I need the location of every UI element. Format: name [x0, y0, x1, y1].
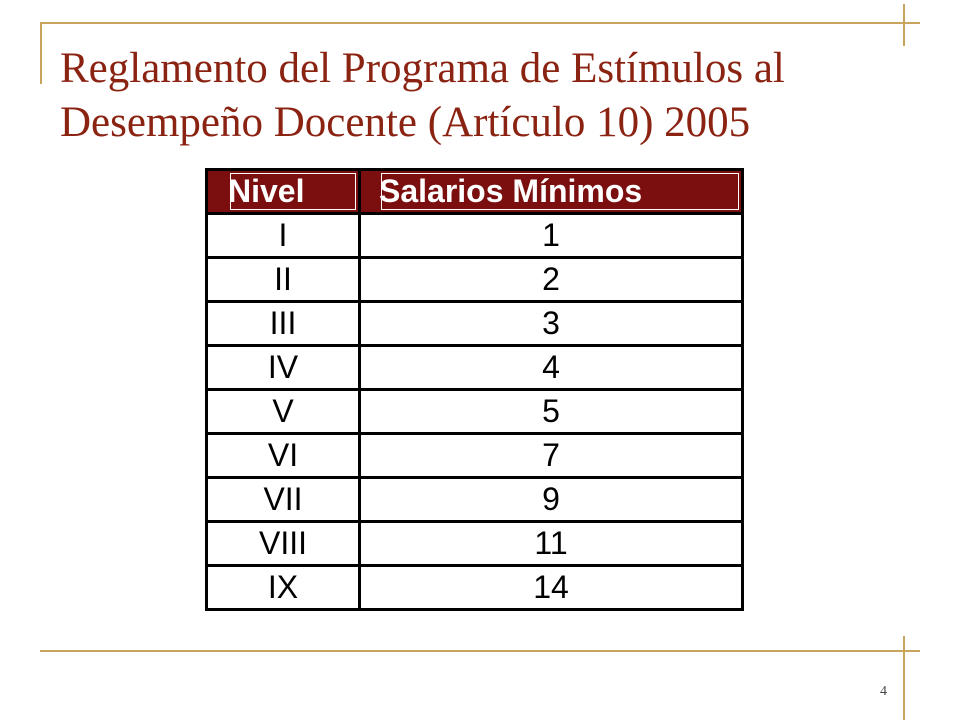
salary-table-grid	[208, 171, 741, 608]
cell-salarios: 11	[360, 522, 742, 566]
slide-title: Reglamento del Programa de Estímulos al Desempeño Docente (Artículo 10) 2005	[60, 45, 785, 146]
cell-nivel: I	[208, 214, 360, 258]
page-number: 4	[880, 684, 887, 699]
cell-nivel: VI	[208, 434, 360, 478]
cell-salarios: 1	[360, 214, 742, 258]
table-row	[208, 214, 741, 258]
table-row	[208, 434, 741, 478]
table-row	[208, 346, 741, 390]
bottom-rule	[40, 650, 920, 652]
cell-salarios: 2	[360, 258, 742, 302]
cell-nivel: II	[208, 258, 360, 302]
cell-salarios: 4	[360, 346, 742, 390]
table-row	[208, 566, 741, 609]
salary-table	[205, 168, 744, 611]
right-accent-rule	[903, 4, 905, 46]
table-header-row	[208, 171, 741, 214]
cell-nivel: V	[208, 390, 360, 434]
cell-nivel: IX	[208, 566, 360, 609]
top-rule	[40, 22, 920, 24]
bottom-accent-rule	[903, 636, 905, 720]
cell-salarios: 3	[360, 302, 742, 346]
cell-nivel: VII	[208, 478, 360, 522]
table-row	[208, 302, 741, 346]
cell-salarios: 9	[360, 478, 742, 522]
cell-salarios: 5	[360, 390, 742, 434]
cell-nivel: III	[208, 302, 360, 346]
table-row	[208, 478, 741, 522]
left-accent-rule	[40, 22, 42, 84]
table-row	[208, 390, 741, 434]
cell-nivel: VIII	[208, 522, 360, 566]
header-salarios-minimos: Salarios Mínimos	[360, 171, 742, 214]
table-row	[208, 522, 741, 566]
table-row	[208, 258, 741, 302]
cell-salarios: 14	[360, 566, 742, 609]
header-nivel: Nivel	[208, 171, 360, 214]
cell-nivel: IV	[208, 346, 360, 390]
cell-salarios: 7	[360, 434, 742, 478]
